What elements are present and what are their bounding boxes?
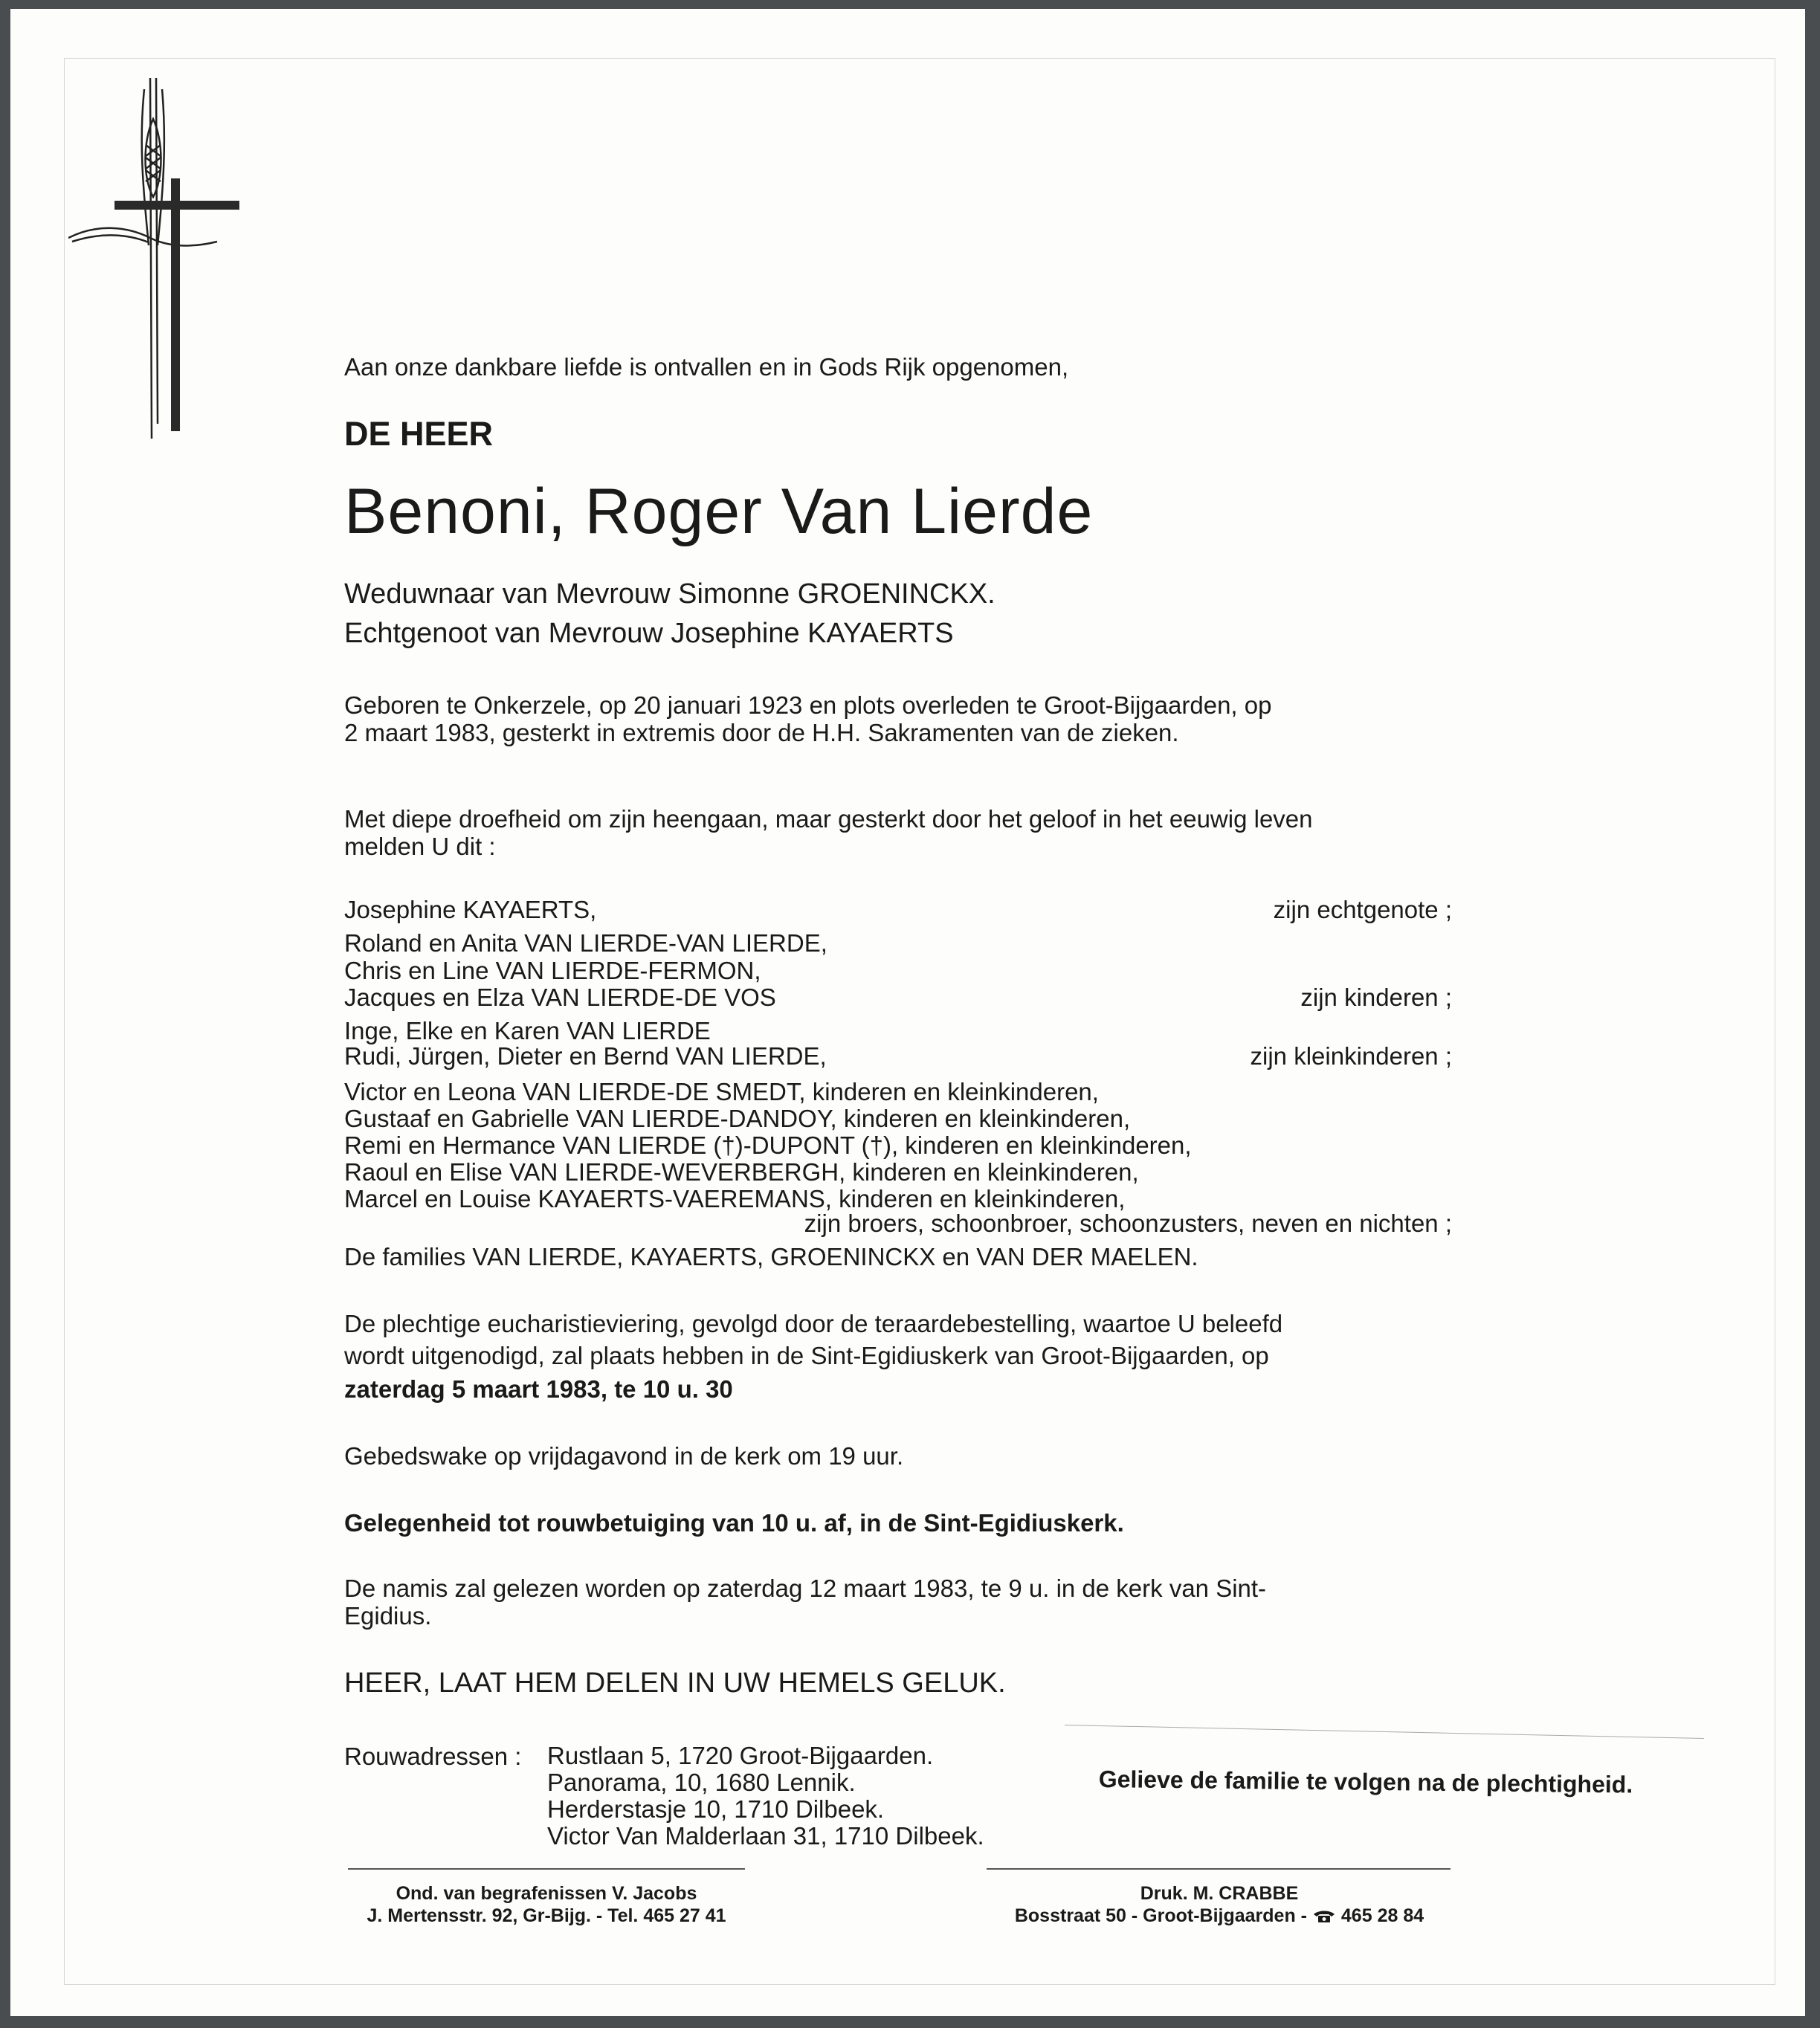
sibling-line-1: Victor en Leona VAN LIERDE-DE SMEDT, kinderen en kleinkinderen, — [344, 1078, 1099, 1105]
address-line-2: Panorama, 10, 1680 Lennik. — [547, 1769, 856, 1796]
telephone-icon — [1312, 1910, 1336, 1923]
condolence-line: Gelegenheid tot rouwbetuiging van 10 u. af, in de Sint-Egidiuskerk. — [344, 1509, 1124, 1537]
funeral-director: Ond. van begrafenissen V. Jacobs — [396, 1883, 697, 1904]
grandchild-line-1: Inge, Elke en Karen VAN LIERDE — [344, 1017, 711, 1044]
memorial-card — [10, 9, 1805, 2016]
sibling-line-4: Raoul en Elise VAN LIERDE-WEVERBERGH, kinderen en kleinkinderen, — [344, 1158, 1139, 1186]
family-row-children — [344, 984, 1452, 1012]
wake-line: Gebedswake op vrijdagavond in de kerk om 19 uur. — [344, 1442, 904, 1470]
family-row-grandchildren — [344, 1042, 1452, 1070]
memorial-line-1: De namis zal gelezen worden op zaterdag 12 maart 1983, te 9 u. in de kerk van Sint- — [344, 1575, 1267, 1602]
siblings-role: zijn broers, schoonbroer, schoonzusters, neven en nichten ; — [804, 1210, 1452, 1237]
address-line-3: Herderstasje 10, 1710 Dilbeek. — [547, 1795, 885, 1823]
ceremony-line-2: wordt uitgenodigd, zal plaats hebben in de Sint-Egidiuskerk van Groot-Bijgaarden, op — [344, 1342, 1269, 1369]
spouse-line-1: Weduwnaar van Mevrouw Simonne GROENINCKX. — [344, 578, 995, 610]
prayer-line: HEER, LAAT HEM DELEN IN UW HEMELS GELUK. — [344, 1667, 1006, 1699]
intro-text: Aan onze dankbare liefde is ontvallen en in Gods Rijk opgenomen, — [344, 353, 1069, 381]
ceremony-line-1: De plechtige eucharistieviering, gevolgd door de teraardebestelling, waartoe U beleefd — [344, 1310, 1283, 1337]
deceased-name: Benoni, Roger Van Lierde — [344, 476, 1094, 547]
birth-death-line-1: Geboren te Onkerzele, op 20 januari 1923 en plots overleden te Groot-Bijgaarden, op — [344, 691, 1272, 719]
printer-name: Druk. M. CRABBE — [1140, 1883, 1299, 1904]
ceremony-date: zaterdag 5 maart 1983, te 10 u. 30 — [344, 1375, 733, 1403]
family-role: zijn echtgenote ; — [1273, 896, 1452, 923]
printer-street: Bosstraat 50 - Groot-Bijgaarden - — [1014, 1905, 1307, 1926]
footer-right — [967, 1882, 1472, 1927]
address-line-4: Victor Van Malderlaan 31, 1710 Dilbeek. — [547, 1822, 984, 1850]
grandchild-line-2: Rudi, Jürgen, Dieter en Bernd VAN LIERDE, — [344, 1042, 827, 1070]
child-line-2: Chris en Line VAN LIERDE-FERMON, — [344, 957, 761, 984]
announcement-line-2: melden U dit : — [344, 833, 496, 860]
printer-phone: 465 28 84 — [1340, 1905, 1424, 1926]
footer-separator-left — [348, 1868, 745, 1870]
child-line-3: Jacques en Elza VAN LIERDE-DE VOS — [344, 984, 776, 1011]
title-prefix: DE HEER — [344, 415, 494, 453]
family-role: zijn kleinkinderen ; — [1250, 1042, 1452, 1070]
family-role: zijn kinderen ; — [1300, 984, 1452, 1011]
addresses-list — [547, 1743, 984, 1850]
funeral-director-address: J. Mertensstr. 92, Gr-Bijg. - Tel. 465 27 41 — [367, 1905, 726, 1926]
sibling-line-2: Gustaaf en Gabrielle VAN LIERDE-DANDOY, kinderen en kleinkinderen, — [344, 1105, 1131, 1132]
follow-note: Gelieve de familie te volgen na de plechtigheid. — [1098, 1766, 1633, 1798]
sibling-line-5: Marcel en Louise KAYAERTS-VAEREMANS, kinderen en kleinkinderen, — [344, 1185, 1126, 1212]
sibling-line-3: Remi en Hermance VAN LIERDE (†)-DUPONT (†), kinderen en kleinkinderen, — [344, 1131, 1192, 1159]
cross-with-wheat-icon — [68, 74, 239, 439]
addresses-label: Rouwadressen : — [344, 1743, 522, 1770]
address-line-1: Rustlaan 5, 1720 Groot-Bijgaarden. — [547, 1742, 934, 1769]
family-name: Josephine KAYAERTS, — [344, 896, 597, 923]
family-row-spouse — [344, 896, 1452, 924]
announcement-line-1: Met diepe droefheid om zijn heengaan, maar gesterkt door het geloof in het eeuwig leven — [344, 805, 1313, 833]
birth-death-line-2: 2 maart 1983, gesterkt in extremis door de H.H. Sakramenten van de zieken. — [344, 719, 1179, 746]
spouse-line-2: Echtgenoot van Mevrouw Josephine KAYAERTS — [344, 618, 954, 649]
families-line: De families VAN LIERDE, KAYAERTS, GROENINCKX en VAN DER MAELEN. — [344, 1243, 1198, 1270]
memorial-line-2: Egidius. — [344, 1602, 432, 1630]
footer-separator-right — [987, 1868, 1450, 1870]
child-line-1: Roland en Anita VAN LIERDE-VAN LIERDE, — [344, 929, 827, 957]
footer-left — [323, 1882, 769, 1927]
printer-address — [967, 1905, 1472, 1927]
